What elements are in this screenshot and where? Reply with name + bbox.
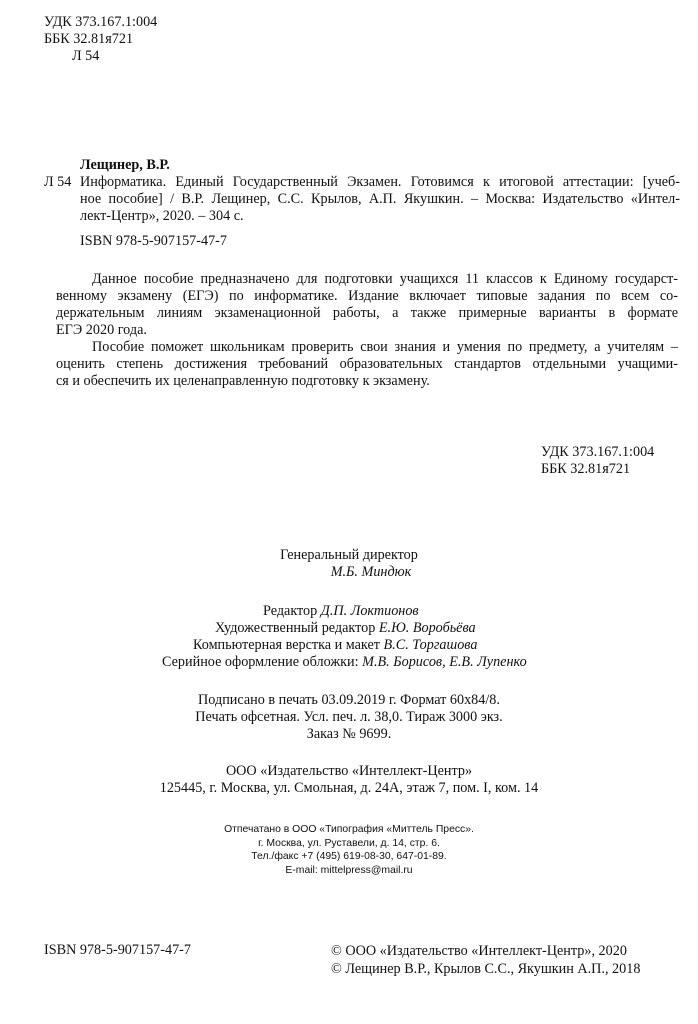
general-director (0, 547, 698, 581)
publisher-info (0, 763, 698, 797)
bbk-code: ББК 32.81я721 (44, 31, 134, 47)
publisher-name: ООО «Издательство «Интеллект-Центр» (225, 763, 473, 779)
author-mark: Л 54 (72, 48, 100, 64)
staff-row (215, 620, 476, 637)
annotation-line: венному экзамену (ЕГЭ) по информатике. Издание включает типовые задания по всем со- (56, 288, 678, 304)
biblio-line: лект-Центр», 2020. – 304 с. (80, 208, 244, 224)
print-type: Печать офсетная. Усл. печ. л. 38,0. Тираж 3000 экз. (195, 709, 503, 725)
director-title: Генеральный директор (280, 547, 418, 563)
top-classification-codes (44, 14, 157, 65)
isbn-record: ISBN 978-5-907157-47-7 (80, 233, 227, 249)
copyright-notices (331, 942, 640, 978)
copyright-publisher: © ООО «Издательство «Интеллект-Центр», 2020 (331, 943, 627, 959)
author-mark-side: Л 54 (44, 174, 72, 190)
udk-code: УДК 373.167.1:004 (44, 14, 158, 30)
right-classification-codes (541, 444, 654, 478)
print-signed: Подписано в печать 03.09.2019 г. Формат 60х84/8. (198, 692, 500, 708)
printer-address: г. Москва, ул. Руставели, д. 14, стр. 6. (258, 837, 440, 849)
annotation (56, 271, 678, 390)
udk-code: УДК 373.167.1:004 (541, 444, 655, 460)
staff-role: Компьютерная верстка и макет (193, 637, 380, 653)
staff-name: Е.Ю. Воробьёва (378, 620, 476, 636)
annotation-line: ЕГЭ 2020 года. (56, 322, 147, 338)
annotation-line: Пособие поможет школьникам проверить свои знания и умения по предмету, а учителям – (92, 339, 678, 355)
annotation-line: держательным линиям экзаменационной работы, а также примерные варианты в формате (56, 305, 678, 321)
annotation-line: оценить степень достижения требований образовательных стандартов отдельными учащими- (56, 356, 678, 372)
staff-name: Д.П. Локтионов (320, 603, 419, 619)
printer-info (0, 823, 698, 877)
staff-row (263, 603, 419, 620)
director-name: М.Б. Миндюк (330, 564, 412, 580)
staff-role: Художественный редактор (215, 620, 376, 636)
staff-name: М.В. Борисов, Е.В. Лупенко (362, 654, 527, 670)
printer-email: E-mail: mittelpress@mail.ru (285, 864, 413, 876)
author-heading: Лещинер, В.Р. (80, 157, 170, 173)
bbk-code: ББК 32.81я721 (541, 461, 631, 477)
staff-name: В.С. Торгашова (383, 637, 478, 653)
printer-phone: Тел./факс +7 (495) 619-08-30, 647-01-89. (251, 851, 447, 862)
isbn-footer: ISBN 978-5-907157-47-7 (44, 942, 191, 958)
biblio-line: Информатика. Единый Государственный Экзамен. Готовимся к итоговой аттестации: [учеб- (80, 174, 680, 190)
staff-row (162, 654, 527, 671)
printer-name: Отпечатано в ООО «Типография «Миттель Пресс». (224, 824, 474, 835)
print-info (0, 692, 698, 743)
annotation-line: Данное пособие предназначено для подготовки учащихся 11 классов к Единому государст- (92, 271, 678, 287)
publisher-address: 125445, г. Москва, ул. Смольная, д. 24А, этаж 7, пом. I, ком. 14 (159, 780, 539, 796)
staff-row (193, 637, 477, 654)
staff-role: Редактор (263, 603, 318, 619)
biblio-line: ное пособие] / В.Р. Лещинер, С.С. Крылов, А.П. Якушкин. – Москва: Издательство «Интел- (80, 191, 680, 207)
copyright-authors: © Лещинер В.Р., Крылов С.С., Якушкин А.П., 2018 (331, 961, 641, 977)
annotation-line: ся и обеспечить их целенаправленную подготовку к экзамену. (56, 373, 430, 389)
staff-role: Серийное оформление обложки: (162, 654, 359, 670)
print-order: Заказ № 9699. (306, 726, 392, 742)
bibliographic-description (80, 174, 680, 225)
